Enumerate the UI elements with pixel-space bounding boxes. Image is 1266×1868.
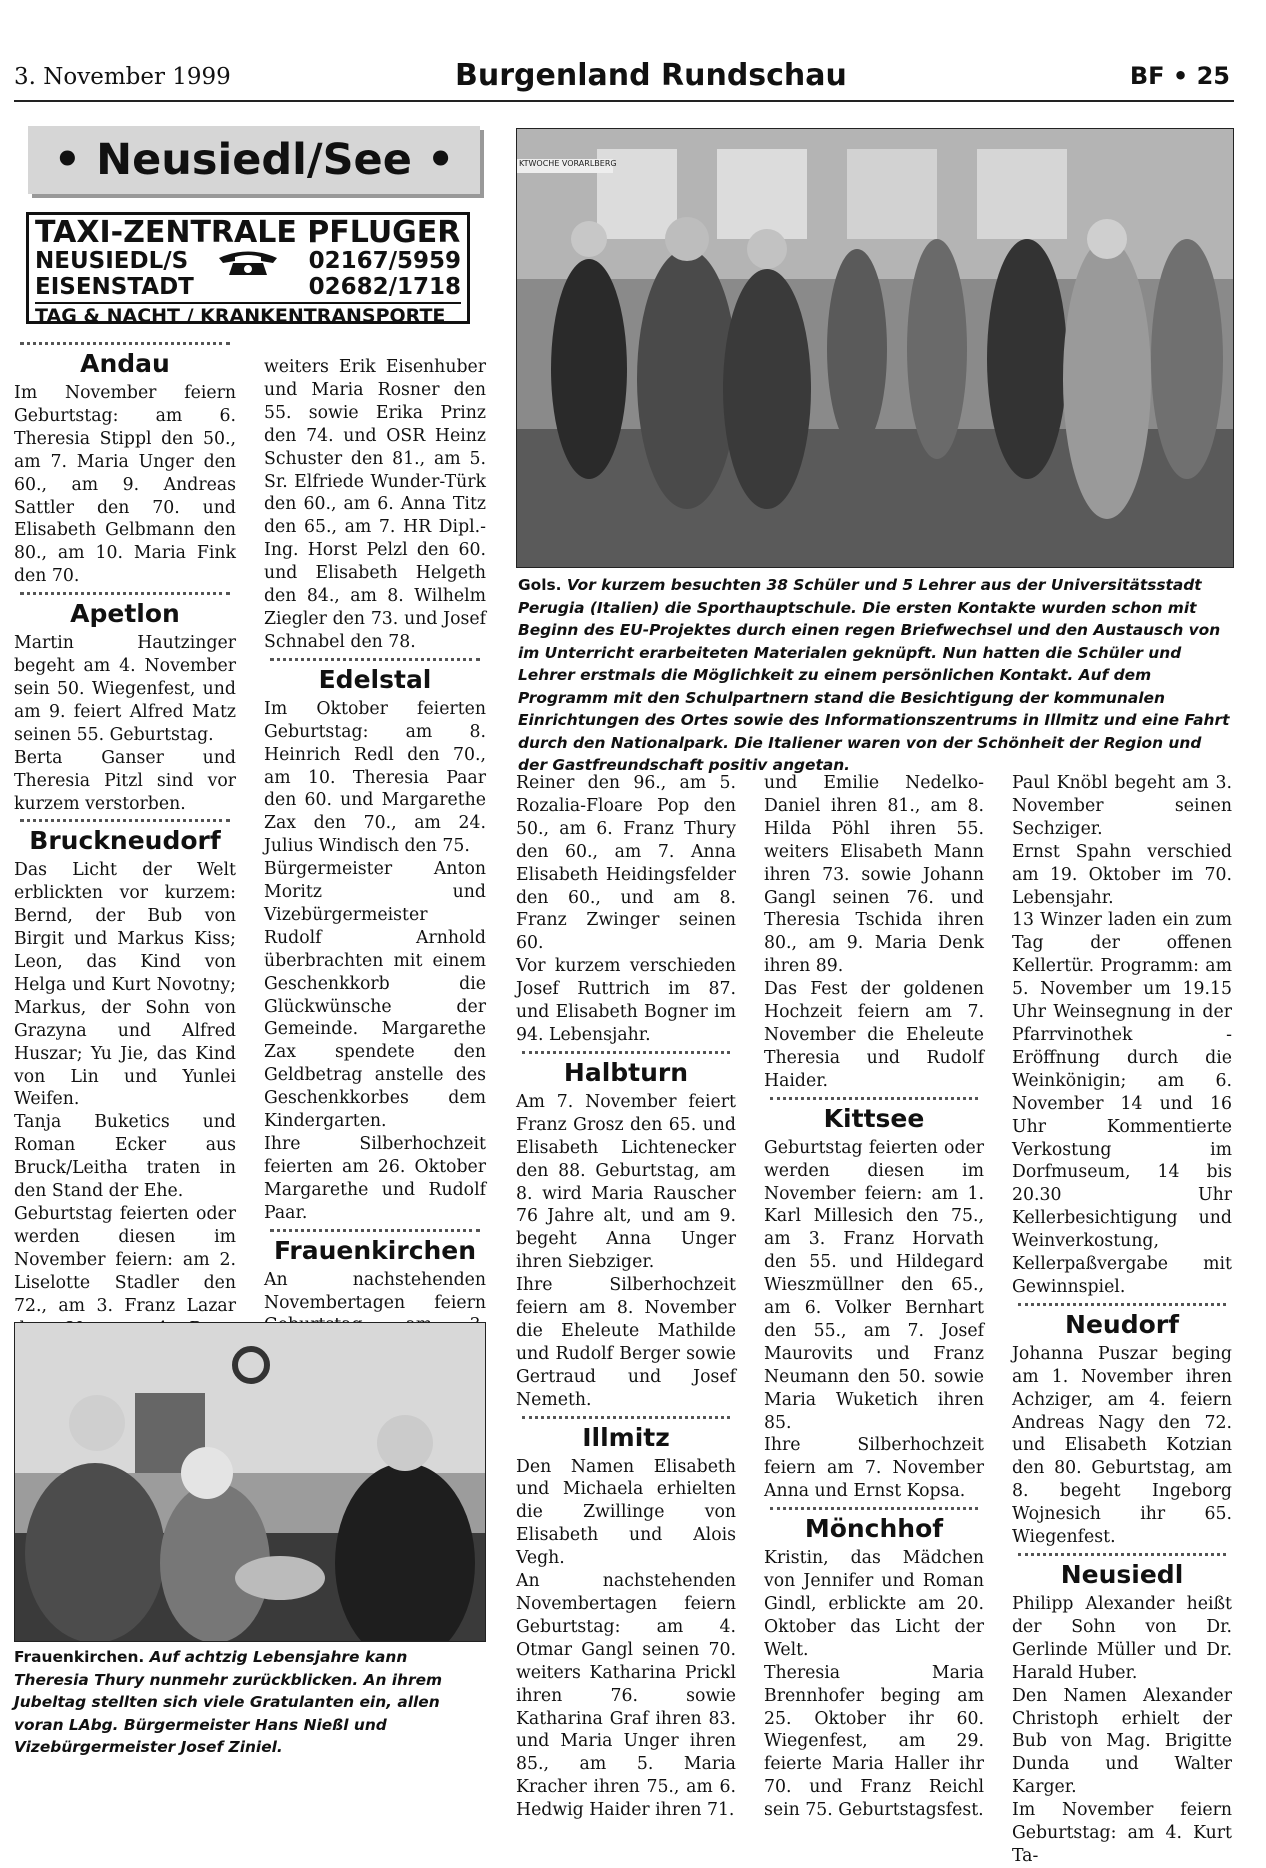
text-neusiedl-3: Im November feiern Geburtstag: am 4. Kurt Ta-	[1012, 1800, 1232, 1866]
text-neusiedl-2: Den Namen Alexander Christoph erhielt der Bub von Mag. Brigitte Dunda und Walter Karger.	[1012, 1685, 1232, 1798]
caption-gols-text: Vor kurzem besuchten 38 Schüler und 5 Lehrer aus der Universitätsstadt Perugia (Italien) die Sporthauptschule. Die ersten Kontakte wurden schon mit Beginn des EU-Projektes durch einen regen Briefwechsel und den Austausch von im Unterricht erarbeiteten Materialen geknüpft. Nun hatten die Schüler und Lehrer erstmals die Möglichkeit zu einem persönlichen Kontakt. Auf dem Programm mit den Schulpartnern stand die Besichtigung der kommunalen Einrichtungen des Ortes sowie des Informationszentrums in Illmitz und eine Fahrt durch den Nationalpark. Die Italiener waren von der Schönheit der Region und der Gastfreundschaft positiv angetan.	[518, 576, 1230, 774]
text-bruckneudorf-2: Tanja Buketics und Roman Ecker aus Bruck/Leitha traten in den Stand der Ehe.	[14, 1112, 236, 1202]
column-2	[264, 356, 486, 1383]
section-divider	[20, 819, 230, 822]
text-neudorf-1: Johanna Puszar beging am 1. November ihren Achziger, am 4. feiern Andreas Nagy den 72. und Elisabeth Kotzian den 80. Geburtstag, am 8. begeht Ingeborg Wojnesich ihr 65. Wiegenfest.	[1012, 1343, 1232, 1548]
heading-neudorf: Neudorf	[1065, 1309, 1179, 1339]
newspaper-title: Burgenland Rundschau	[455, 58, 847, 93]
caption-frauenkirchen	[14, 1646, 484, 1759]
heading-halbturn: Halbturn	[563, 1057, 689, 1087]
issue-date: 3. November 1999	[14, 64, 231, 90]
text-illmitz-golden-wedding: Das Fest der goldenen Hochzeit feiern am 7. November die Eheleute Theresia und Rudolf Haider.	[764, 979, 984, 1091]
text-frauenkirchen-1: An nachstehenden Novembertagen feiern	[264, 1269, 486, 1313]
section-divider	[522, 1416, 730, 1419]
text-edelstal-3: Ihre Silberhochzeit feierten am 26. Oktober Margarethe und Rudolf Paar.	[264, 1134, 486, 1223]
column-4	[764, 772, 984, 1822]
taxi-name: TAXI-ZENTRALE PFLUGER	[35, 215, 461, 250]
header-rule	[14, 100, 1234, 102]
text-halbturn-1: Am 7. November feiert Franz Grosz den 65. und Elisabeth Lichtenecker den 88. Geburtstag, am 8. wird Maria Rauscher 76 Jahre alt, und am 9. begeht Anna Unger ihren Siebziger.	[516, 1091, 736, 1273]
text-apetlon-1: Martin Hautzinger begeht am 4. November sein 50. Wiegenfest, und am 9. feiert Alfred Matz seinen 55. Geburtstag.	[14, 633, 236, 745]
section-divider	[770, 1507, 978, 1510]
heading-andau: Andau	[80, 349, 170, 378]
taxi-city-1: NEUSIEDL/S	[35, 248, 189, 274]
section-divider	[270, 1229, 480, 1232]
taxi-row-1	[35, 249, 461, 275]
section-divider	[270, 658, 480, 661]
photo-sign-text: KTWOCHE VORARLBERG	[519, 159, 617, 168]
text-kittsee-1: Geburtstag feierten oder werden diesen im November feiern: am 1. Karl Millesich den 75., am 3. Franz Horvath den 55. und Hildegard Wieszmüllner den 65., am 6. Volker Bernhart den 55., am 7. Josef Maurovits und Franz Neumann den 50. sowie Maria Wuketich ihren 85.	[764, 1137, 984, 1433]
section-divider	[1018, 1553, 1226, 1556]
section-divider	[770, 1097, 978, 1100]
telephone-icon	[217, 249, 279, 275]
taxi-advertisement	[26, 212, 470, 327]
section-divider	[1018, 1303, 1226, 1306]
heading-moenchhof: Mönchhof	[804, 1514, 944, 1544]
text-bruckneudorf-3: Geburtstag feierten oder werden diesen im November feiern: am 2. Liselotte Stadler den 72., am 3. Franz Lazar	[14, 1204, 236, 1316]
caption-frauenkirchen-text: Auf achtzig Lebensjahre kann Theresia Thury nunmehr zurückblicken. An ihrem Jubeltag stellten sich viele Gratulanten ein, allen voran LAbg. Bürgermeister Hans Nießl und Vizebürgermeister Josef Ziniel.	[14, 1648, 443, 1756]
heading-neusiedl: Neusiedl	[1060, 1560, 1184, 1589]
column-5	[1012, 772, 1232, 1868]
text-moenchhof-2: Theresia Maria Brennhofer beging am 25. Oktober ihr 60. Wiegenfest, am 29. feierte Maria Haller ihr 70. und Franz Reichl sein 75. Geburtstagsfest.	[764, 1662, 984, 1821]
taxi-city-2: EISENSTADT	[35, 274, 194, 300]
taxi-phone-2: 02682/1718	[308, 274, 461, 300]
taxi-row-2	[35, 275, 461, 300]
text-moenchhof-1: Kristin, das Mädchen von Jennifer und Roman Gindl, erblickte am 20. Oktober das Licht der Welt.	[764, 1548, 984, 1660]
heading-edelstal: Edelstal	[318, 664, 432, 694]
column-3	[516, 772, 736, 1822]
text-moenchhof-death: Ernst Spahn verschied am 19. Oktober im 70. Lebensjahr.	[1012, 841, 1232, 908]
page-number: BF • 25	[1129, 62, 1230, 90]
photo-gols-image	[517, 129, 1233, 567]
text-bruckneudorf-1: Das Licht der Welt erblickten vor kurzem: Bernd, der Bub von Birgit und Markus Kiss; Leon, das Kind von Helga und Kurt Novotny; Markus, der Sohn von Grazyna und Alfred Huszar; Yu Jie, das Kind von Lin und Yunlei Weifen.	[14, 860, 236, 1110]
photo-gols-school-visit	[516, 128, 1234, 568]
text-andau: Im November feiern Geburtstag: am 6. Theresia Stippl den 50., am 7. Maria Unger den 60., am 9. Andreas Sattler den 70. und Elisabeth Gelbmann den 80., am 10. Maria Fink den 70.	[14, 383, 236, 587]
text-neusiedl-1: Philipp Alexander heißt der Sohn von Dr. Gerlinde Müller und Dr. Harald Huber.	[1012, 1594, 1232, 1683]
text-moenchhof-kellertuer: 13 Winzer laden ein zum Tag der offenen Kellertür. Programm: am 5. November um 19.15 Uhr Weinsegnung in der Pfarrvinothek - Eröffnung durch die Weinkönigin; am 6. November 14 und 16 Uhr Kommentierte Verkostung im Dorfmuseum, 14 bis 20.30 Uhr Kellerbesichtigung und Weinverkostung, Kellerpaßvergabe mit Gewinnspiel.	[1012, 910, 1232, 1297]
text-frauenkirchen-continued: Reiner den 96., am 5. Rozalia-Floare Pop den 50., am 6. Franz Thury den 60., am 7. Anna Elisabeth Heidingsfelder den 60., und am 8. Franz Zwinger seinen 60.	[516, 773, 736, 954]
taxi-service: TAG & NACHT / KRANKENTRANSPORTE	[35, 302, 461, 328]
column-1	[14, 338, 236, 1363]
heading-illmitz: Illmitz	[582, 1422, 670, 1452]
text-frauenkirchen-deaths: Vor kurzem verschieden Josef Ruttrich im 87. und Elisabeth Bogner im 94. Lebensjahr.	[516, 956, 736, 1045]
caption-gols-lead: Gols.	[518, 576, 562, 594]
text-illmitz-2: An nachstehenden Novembertagen feiern Geburtstag: am 4. Otmar Gangl seinen 70. weiters Katharina Prickl ihren 76. sowie Katharina Graf ihren 83. und Maria Unger ihren 85., am 5. Maria Kracher ihren 75., am 6. Hedwig Haider ihren 71.	[516, 1571, 736, 1821]
text-andau-continued: weiters Erik Eisenhuber und Maria Rosner den 55. sowie Erika Prinz den 74. und OSR Heinz Schuster den 81., am 5. Sr. Elfriede Wunder-Türk den 60., am 6. Anna Titz den 65., am 7. HR Dipl.-Ing. Horst Pelzl den 60. und Elisabeth Helgeth den 84., am 8. Wilhelm Ziegler den 73. und Josef Schnabel den 78.	[264, 357, 486, 652]
text-illmitz-1: Den Namen Elisabeth und Michaela erhielten die Zwillinge von Elisabeth und Alois Vegh.	[516, 1456, 736, 1569]
text-apetlon-2: Berta Ganser und Theresia Pitzl sind vor kurzem verstorben.	[14, 747, 236, 814]
text-halbturn-2: Ihre Silberhochzeit feiern am 8. November die Eheleute Mathilde und Rudolf Berger sowie Gertraud und Josef Nemeth.	[516, 1275, 736, 1410]
caption-gols	[518, 574, 1232, 777]
heading-kittsee: Kittsee	[823, 1103, 925, 1133]
section-divider	[20, 342, 230, 345]
section-divider	[522, 1051, 730, 1054]
text-edelstal-2: Bürgermeister Anton Moritz und Vizebürgermeister Rudolf Arnhold überbrachten mit einem Geschenkkorb die Glückwünsche der Gemeinde. Margarethe Zax spendete den Geldbetrag anstelle des Geschenkkorbes dem Kindergarten.	[264, 859, 486, 1132]
photo-frauenkirchen-image	[15, 1323, 485, 1641]
text-moenchhof-continued: Paul Knöbl begeht am 3. November seinen Sechziger.	[1012, 773, 1232, 839]
text-kittsee-2: Ihre Silberhochzeit feiern am 7. November Anna und Ernst Kopsa.	[764, 1435, 984, 1502]
heading-frauenkirchen: Frauenkirchen	[273, 1235, 477, 1265]
caption-frauenkirchen-lead: Frauenkirchen.	[14, 1648, 145, 1666]
heading-apetlon: Apetlon	[70, 599, 180, 629]
region-banner: • Neusiedl/See •	[28, 126, 480, 194]
heading-bruckneudorf: Bruckneudorf	[29, 826, 221, 856]
photo-frauenkirchen-birthday	[14, 1322, 486, 1642]
text-illmitz-continued: und Emilie Nedelko-Daniel ihren 81., am 8. Hilda Pöhl ihren 55. weiters Elisabeth Mann ihren 73. sowie Johann Gangl seinen 76. und Theresia Tschida ihren 80., am 9. Maria Denk ihren 89.	[764, 773, 984, 977]
text-edelstal-1: Im Oktober feierten Geburtstag: am 8. Heinrich Redl den 70., am 10. Theresia Paar den 60. und Margarethe Zax den 70., am 24. Julius Windisch den 75.	[264, 698, 486, 857]
section-divider	[20, 592, 230, 595]
taxi-phone-1: 02167/5959	[308, 248, 461, 274]
